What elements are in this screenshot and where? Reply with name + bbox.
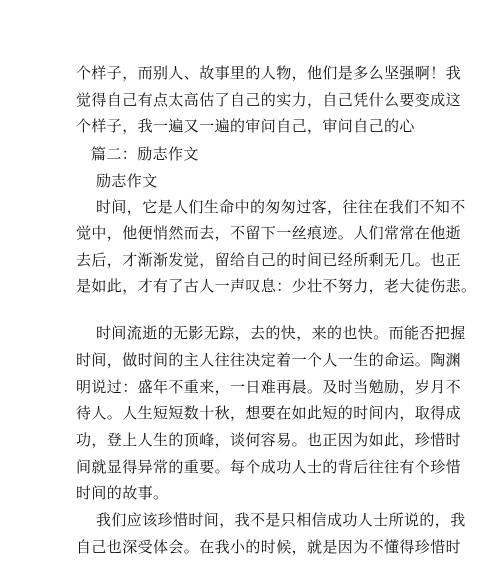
paragraph-line: 时间，做时间的主人往往决定着一个人一生的命运。陶渊	[76, 351, 462, 369]
paragraph-line: 觉得自己有点太高估了自己的实力，自己凭什么要变成这	[76, 91, 462, 109]
paragraph-line: 功，登上人生的顶峰，谈何容易。也正因为如此，珍惜时	[76, 431, 462, 449]
paragraph-line: 觉中，他便悄然而去，不留下一丝痕迹。人们常常在他逝	[76, 224, 462, 242]
paragraph-line: 待人。人生短短数十秋，想要在如此短的时间内，取得成	[76, 404, 462, 422]
paragraph-line: 时间的故事。	[76, 484, 169, 502]
paragraph-line: 我们应该珍惜时间，我不是只相信成功人士所说的，我	[96, 511, 466, 529]
paragraph-line: 自己也深受体会。在我小的时候，就是因为不懂得珍惜时	[76, 538, 462, 556]
paragraph-line: 时间，它是人们生命中的匆匆过客，往往在我们不知不	[96, 198, 466, 216]
paragraph-line: 明说过：盛年不重来，一日难再晨。及时当勉励，岁月不	[76, 378, 462, 396]
paragraph-line: 个样子，而别人、故事里的人物，他们是多么坚强啊！我	[76, 64, 462, 82]
section-heading: 篇二：励志作文	[91, 145, 199, 163]
paragraph-line: 去后，才渐渐发觉，留给自己的时间已经所剩无几。也正	[76, 251, 462, 269]
paragraph-line: 间就显得异常的重要。每个成功人士的背后往往有个珍惜	[76, 458, 462, 476]
paragraph-line: 是如此，才有了古人一声叹息：少壮不努力，老大徒伤悲。	[76, 277, 477, 295]
paragraph-line: 时间流逝的无影无踪，去的快，来的也快。而能否把握	[96, 324, 466, 342]
paragraph-line: 个样子，我一遍又一遍的审问自己，审问自己的心	[76, 117, 415, 135]
article-title: 励志作文	[96, 172, 158, 190]
